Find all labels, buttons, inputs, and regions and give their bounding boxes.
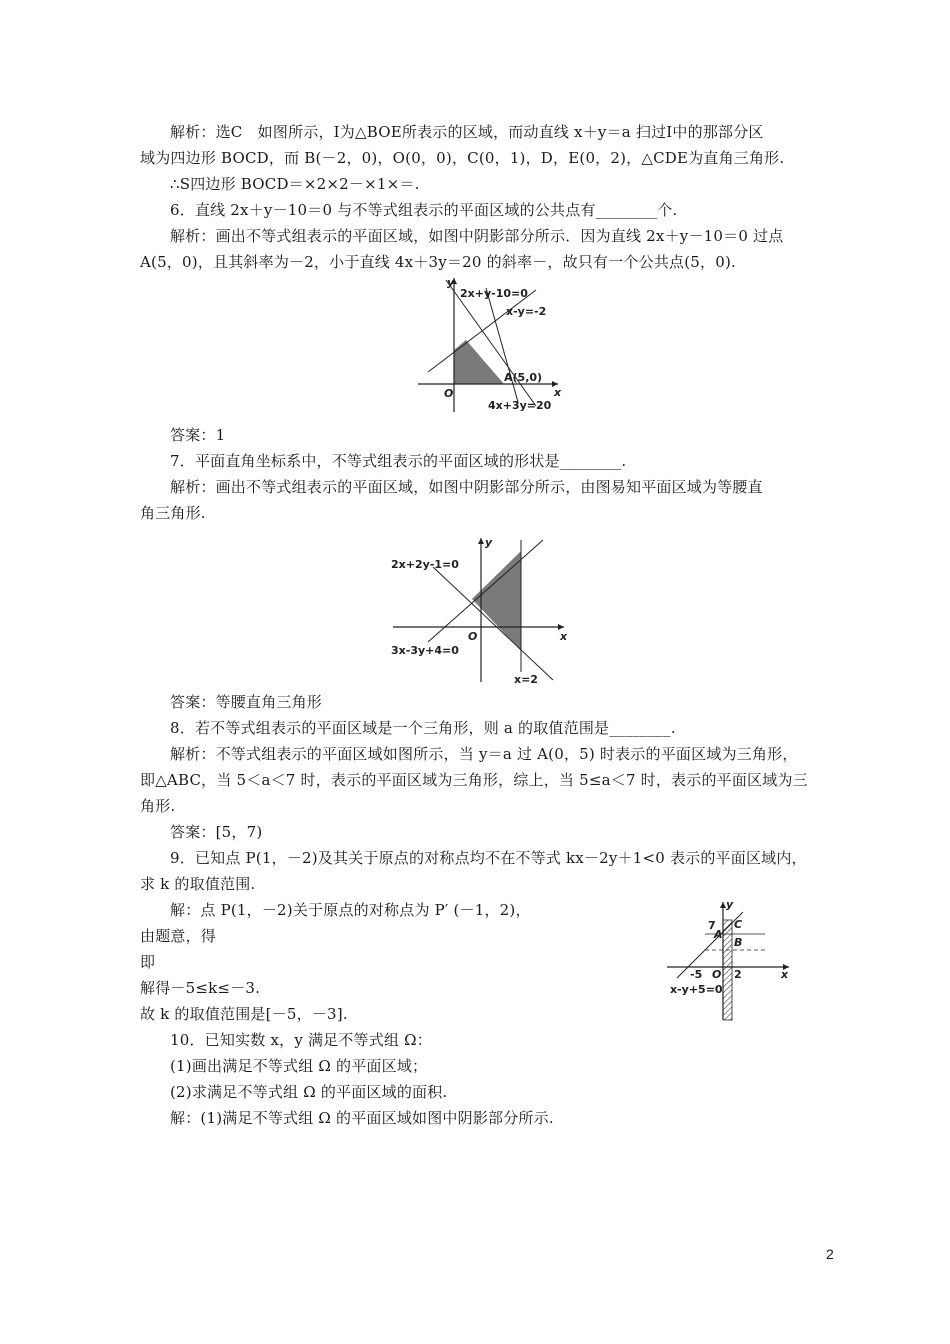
line-label: x-y=-2 xyxy=(506,305,547,318)
text-line: 角形. xyxy=(140,797,176,815)
point-label: A xyxy=(714,928,723,941)
text-line: 解得－5≤k≤－3. xyxy=(140,979,261,997)
text-line: ∴S四边形 BOCD＝×2×2－×1×＝. xyxy=(170,175,420,193)
tick-label: 2 xyxy=(734,968,742,981)
question-6: 6．直线 2x＋y－10＝0 与不等式组表示的平面区域的公共点有________个. xyxy=(170,201,678,219)
y-label: y xyxy=(485,536,493,549)
figure-q6-graph xyxy=(418,272,568,417)
text-line: 求 k 的取值范围. xyxy=(140,875,256,893)
text-line: A(5，0)，且其斜率为－2，小于直线 4x＋3y＝20 的斜率－，故只有一个公共点(5，0). xyxy=(140,253,736,271)
question-10: 10．已知实数 x，y 满足不等式组 Ω： xyxy=(170,1031,432,1049)
line-label: 3x-3y+4=0 xyxy=(391,644,459,657)
text-line: 故 k 的取值范围是[－5，－3]. xyxy=(140,1005,348,1023)
question-9: 9．已知点 P(1，－2)及其关于原点的对称点均不在不等式 kx－2y＋1<0 表示的平面区域内， xyxy=(170,849,807,867)
tick-label: 7 xyxy=(708,919,716,932)
question-7: 7．平面直角坐标系中，不等式组表示的平面区域的形状是________. xyxy=(170,452,627,470)
figure-q7-graph xyxy=(388,532,573,687)
origin-label: O xyxy=(712,968,722,981)
y-label: y xyxy=(726,898,734,911)
origin-label: O xyxy=(468,630,478,643)
line-label: x-y+5=0 xyxy=(670,983,723,996)
y-label: y xyxy=(447,276,455,289)
line-label: 4x+3y=20 xyxy=(488,399,552,412)
text-line: 由题意，得 xyxy=(140,927,217,945)
point-label: B xyxy=(734,936,743,949)
text-line: 解：(1)满足不等式组 Ω 的平面区域如图中阴影部分所示. xyxy=(170,1109,554,1127)
text-line: 解：点 P(1，－2)关于原点的对称点为 P′ (－1，2)， xyxy=(170,901,531,919)
text-line: 解析：不等式组表示的平面区域如图所示，当 y＝a 过 A(0，5) 时表示的平面区域为三角形， xyxy=(170,745,798,763)
x-label: x xyxy=(554,386,562,399)
point-label: C xyxy=(734,918,743,931)
x-label: x xyxy=(781,968,789,981)
text-line: 解析：画出不等式组表示的平面区域，如图中阴影部分所示．因为直线 2x＋y－10＝0 过点 xyxy=(170,227,784,245)
answer-6: 答案：1 xyxy=(170,426,226,444)
question-8: 8．若不等式组表示的平面区域是一个三角形，则 a 的取值范围是________. xyxy=(170,719,676,737)
text-line: (2)求满足不等式组 Ω 的平面区域的面积. xyxy=(170,1083,448,1101)
text-line: 即△ABC，当 5＜a＜7 时，表示的平面区域为三角形，综上，当 5≤a＜7 时，表示的平面区域为三 xyxy=(140,771,808,789)
figure-q8 xyxy=(665,898,795,1023)
line-label: x=2 xyxy=(514,673,538,686)
line-label: 2x+2y-1=0 xyxy=(391,558,459,571)
text-line: 角三角形. xyxy=(140,504,206,522)
point-label: A(5,0) xyxy=(504,371,543,384)
text-line: 解析：画出不等式组表示的平面区域，如图中阴影部分所示，由图易知平面区域为等腰直 xyxy=(170,478,763,496)
page-number: 2 xyxy=(826,1246,834,1262)
figure-q7 xyxy=(388,532,573,687)
answer-7: 答案：等腰直角三角形 xyxy=(170,693,323,711)
text-line: 即 xyxy=(140,953,156,971)
answer-8: 答案：[5，7) xyxy=(170,823,263,841)
figure-q6 xyxy=(418,272,568,417)
text-line: 解析：选C 如图所示，Ⅰ为△BOE所表示的区域，而动直线 x＋y＝a 扫过Ⅰ中的那部分区 xyxy=(170,123,764,141)
tick-label: -5 xyxy=(690,968,703,981)
figure-q8-graph xyxy=(665,898,795,1023)
hatched-band xyxy=(723,920,732,1020)
text-line: (1)画出满足不等式组 Ω 的平面区域； xyxy=(170,1057,428,1075)
text-line: 域为四边形 BOCD，而 B(－2，0)，O(0，0)，C(0，1)，D，E(0，2)，△CDE为直角三角形. xyxy=(140,149,785,167)
origin-label: O xyxy=(444,387,454,400)
x-label: x xyxy=(560,630,568,643)
line-label: 2x+y-10=0 xyxy=(460,287,528,300)
